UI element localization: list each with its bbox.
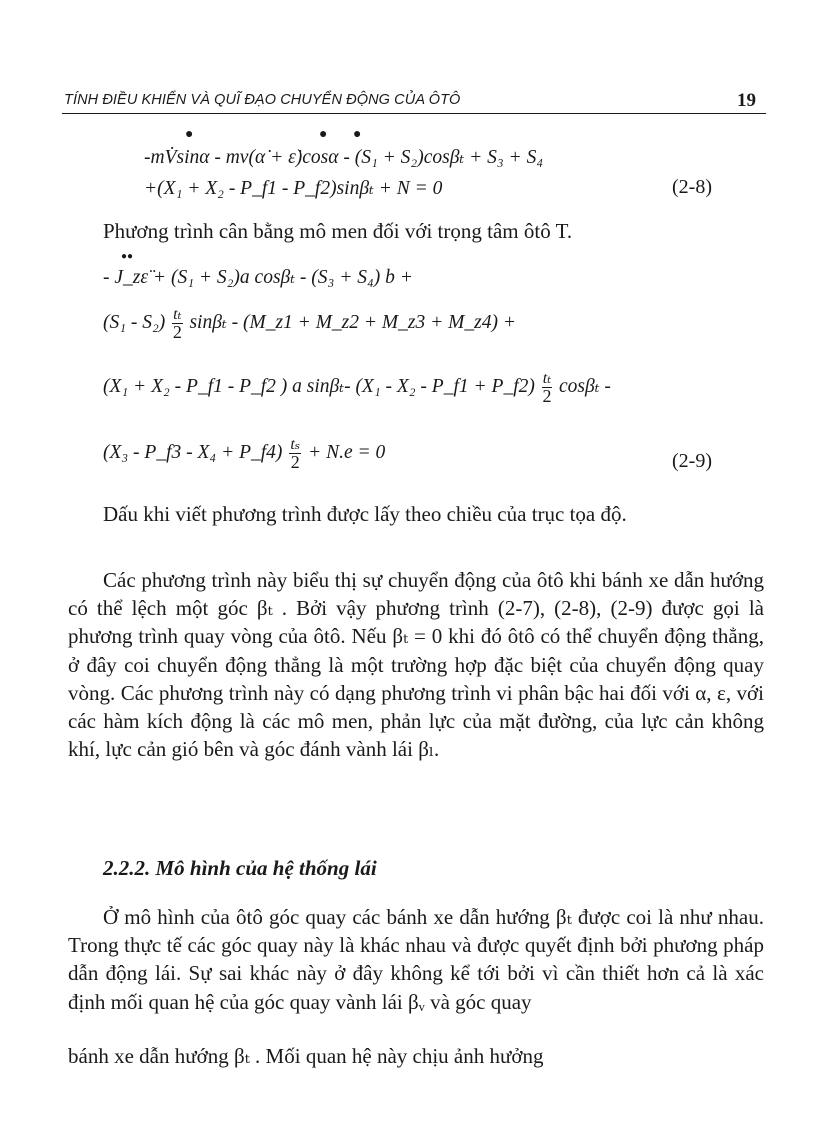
fraction-numerator: tₜ [173,306,182,323]
dot-mark: ● [319,127,328,142]
equation-2-9-line-2 [103,306,516,341]
section-heading: 2.2.2. Mô hình của hệ thống lái [103,856,377,880]
paragraph-sign-convention: Dấu khi viết phương trình được lấy theo chiều của trục tọa độ. [103,502,627,526]
fraction-denominator: 2 [290,452,300,472]
eq-term: + N.e = 0 [308,441,386,463]
eq-term: (S₁ - S₂) [103,311,166,333]
header-title: TÍNH ĐIỀU KHIỂN VÀ QUĨ ĐẠO CHUYỂN ĐỘNG CỦA ÔTÔ [64,92,461,108]
fraction-denominator: 2 [172,322,182,342]
eq-term: (X₁ + X₂ - P_f1 - P_f2 ) a sinβₜ- (X₁ - X₂ - P_f1 + P_f2) [103,375,535,397]
equation-2-8-line-2: +(X₁ + X₂ - P_f1 - P_f2)sinβₜ + N = 0 [144,178,443,199]
fraction-denominator: 2 [542,386,552,406]
equation-2-9-line-1: - J_zε̈ + (S₁ + S₂)a cosβₜ - (S₃ + S₄) b + [103,267,413,288]
eq-term: sinβₜ - (M_z1 + M_z2 + M_z3 + M_z4) + [189,311,517,333]
equation-number-2-9: (2-9) [672,450,712,472]
double-dot-mark: ●● [121,251,134,262]
page-number: 19 [737,90,756,111]
equation-2-9-line-4 [103,436,385,471]
fraction-ts-over-2 [289,436,301,471]
fraction-numerator: tₜ [542,370,552,387]
moment-intro: Phương trình cân bằng mô men đối với trọng tâm ôtô T. [103,219,573,243]
fraction-tt-over-2 [542,370,552,405]
eq-term: (X₃ - P_f3 - X₄ + P_f4) [103,441,283,463]
fraction-tt-over-2 [172,306,182,341]
equation-2-9-line-3 [103,370,611,405]
header-rule [62,113,766,114]
dot-mark: ● [353,127,362,142]
fraction-numerator: tₛ [290,436,301,453]
equation-2-8-line-1: -mV̇sinα - mv(α̇ + ε̇)cosα - (S₁ + S₂)cosβₜ + S₃ + S₄ [144,147,544,168]
eq-term: cosβₜ - [559,375,611,397]
equation-number-2-8: (2-8) [672,176,712,198]
dot-mark: ● [185,127,194,142]
paragraph-last-line: bánh xe dẫn hướng βₜ . Mối quan hệ này chịu ảnh hưởng [68,1044,544,1068]
paragraph-steering-model: Ở mô hình của ôtô góc quay các bánh xe dẫn hướng βₜ được coi là như nhau. Trong thực tế các góc quay này là khác nhau và được quyết định bởi phương pháp dẫn động lái. Sự sai khác này ở đây không kể tới bởi vì cần thiết hơn cả là xác định mối quan hệ của góc quay vành lái βᵥ và góc quay [68,905,764,1014]
paragraph-equations-meaning: Các phương trình này biểu thị sự chuyển động của ôtô khi bánh xe dẫn hướng có thể lệch một góc βₜ . Bởi vậy phương trình (2-7), (2-8), (2-9) được gọi là phương trình quay vòng của ôtô. Nếu βₜ = 0 khi đó ôtô có thể chuyển động thẳng, ở đây coi chuyển động thẳng là một trường hợp đặc biệt của chuyển động quay vòng. Các phương trình này có dạng phương trình vi phân bậc hai đối với α, ε, với các hàm kích động là các mô men, phản lực của mặt đường, của lực cản không khí, lực cản gió bên và góc đánh vành lái βₗ. [68,568,764,762]
